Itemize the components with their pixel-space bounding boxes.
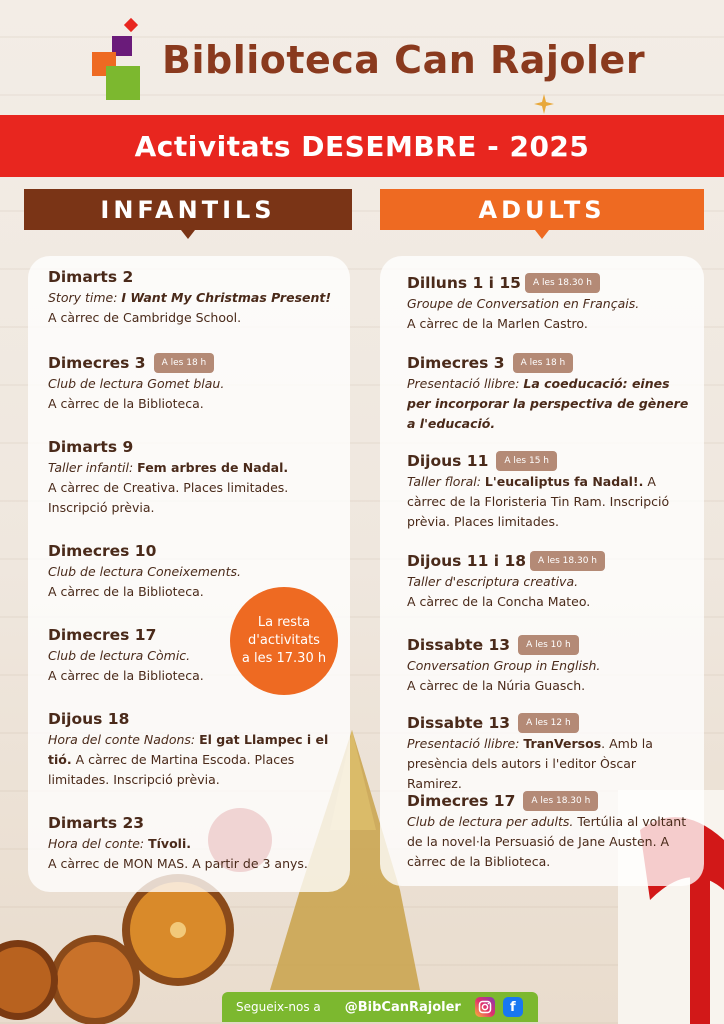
event-title: I Want My Christmas Present! bbox=[121, 290, 332, 305]
event-organizer: Amb la presència dels autors i l'editor Òscar Ramirez. bbox=[407, 736, 653, 791]
event-organizer: A càrrec de la Marlen Castro. bbox=[407, 316, 588, 331]
list-item bbox=[48, 266, 338, 328]
event-description: Taller d'escriptura creativa. bbox=[407, 574, 579, 589]
event-date: Dissabte 13 bbox=[407, 636, 511, 654]
event-organizer: A càrrec de la Núria Guasch. bbox=[407, 678, 586, 693]
event-date: Dilluns 1 i 15 bbox=[407, 274, 521, 292]
library-title: Biblioteca Can Rajoler bbox=[162, 38, 646, 82]
event-organizer: A càrrec de Martina Escoda. Places limitades. Inscripció prèvia. bbox=[48, 752, 295, 787]
month-banner: Activitats DESEMBRE - 2025 bbox=[0, 115, 724, 177]
facebook-icon[interactable]: f bbox=[503, 997, 523, 1017]
event-date: Dimecres 3 bbox=[407, 354, 505, 372]
list-item bbox=[48, 708, 338, 790]
event-title: Fem arbres de Nadal. bbox=[137, 460, 289, 475]
event-organizer: A càrrec de la Biblioteca. bbox=[48, 584, 204, 599]
star-icon bbox=[532, 92, 556, 116]
event-date: Dimecres 17 bbox=[407, 792, 516, 810]
event-organizer: A càrrec de Cambridge School. bbox=[48, 310, 242, 325]
event-date: Dijous 18 bbox=[48, 710, 130, 728]
event-date: Dissabte 13 bbox=[407, 714, 511, 732]
event-organizer: A càrrec de la Concha Mateo. bbox=[407, 594, 591, 609]
infantils-panel bbox=[28, 256, 350, 892]
event-description: Taller floral: bbox=[407, 474, 485, 489]
time-badge: A les 18 h bbox=[154, 353, 215, 373]
adults-panel bbox=[380, 256, 704, 886]
event-organizer: A càrrec de la Biblioteca. bbox=[48, 668, 204, 683]
list-item bbox=[407, 712, 692, 794]
event-description: Story time: bbox=[48, 290, 122, 305]
social-handle-link[interactable]: @BibCanRajoler bbox=[344, 999, 461, 1015]
note-line: d'activitats bbox=[248, 633, 320, 648]
event-organizer: A càrrec de Creativa. Places limitades. Inscripció prèvia. bbox=[48, 480, 289, 515]
event-description: Groupe de Conversation en Français. bbox=[407, 296, 640, 311]
event-organizer: A càrrec de MON MAS. A partir de 3 anys. bbox=[48, 856, 308, 871]
event-date: Dijous 11 i 18 bbox=[407, 552, 527, 570]
event-title: La coeducació: eines per incorporar la perspectiva de gènere a l'educació. bbox=[407, 376, 689, 431]
event-description: Taller infantil: bbox=[48, 460, 138, 475]
event-description: Conversation Group in English. bbox=[407, 658, 601, 673]
orange-slice-icon bbox=[50, 935, 140, 1024]
event-description: Club de lectura Gomet blau. bbox=[48, 376, 225, 391]
schedule-note-badge bbox=[230, 587, 338, 695]
event-organizer: Tertúlia al voltant de la novel·la Persuasió de Jane Austen. A càrrec de la Biblioteca. bbox=[407, 814, 687, 869]
social-footer bbox=[222, 992, 538, 1022]
adults-heading: ADULTS bbox=[380, 189, 704, 230]
event-title: Tívoli. bbox=[148, 836, 191, 851]
event-description: Hora del conte Nadons: bbox=[48, 732, 200, 747]
orange-slice-icon bbox=[0, 940, 58, 1020]
list-item bbox=[48, 352, 338, 414]
time-badge: A les 12 h bbox=[518, 713, 579, 733]
event-date: Dimarts 9 bbox=[48, 438, 134, 456]
note-line: a les 17.30 h bbox=[241, 651, 327, 666]
list-item bbox=[407, 550, 692, 612]
list-item bbox=[407, 790, 692, 872]
time-badge: A les 10 h bbox=[518, 635, 579, 655]
event-title: L'eucaliptus fa Nadal!. bbox=[484, 474, 644, 489]
time-badge: A les 18.30 h bbox=[530, 551, 605, 571]
event-date: Dimarts 2 bbox=[48, 268, 134, 286]
follow-label: Segueix-nos a bbox=[236, 1000, 321, 1014]
event-description: Club de lectura per adults. bbox=[407, 814, 574, 829]
event-description: Hora del conte: bbox=[48, 836, 149, 851]
time-badge: A les 18 h bbox=[513, 353, 574, 373]
event-organizer: A càrrec de la Floristeria Tin Ram. Inscripció prèvia. Places limitades. bbox=[407, 474, 670, 529]
event-description: Club de lectura Coneixements. bbox=[48, 564, 241, 579]
time-badge: A les 18.30 h bbox=[525, 273, 600, 293]
instagram-icon[interactable] bbox=[475, 997, 495, 1017]
event-title: TranVersos bbox=[523, 736, 602, 751]
logo-green-square bbox=[106, 66, 140, 100]
time-badge: A les 18.30 h bbox=[523, 791, 598, 811]
infantils-heading: INFANTILS bbox=[24, 189, 352, 230]
event-description: Club de lectura Còmic. bbox=[48, 648, 191, 663]
list-item bbox=[407, 352, 692, 434]
event-punctuation: . bbox=[601, 736, 606, 751]
logo-red-square bbox=[124, 18, 138, 32]
list-item bbox=[407, 272, 692, 334]
event-organizer: A càrrec de la Biblioteca. bbox=[48, 396, 204, 411]
event-date: Dimecres 10 bbox=[48, 542, 157, 560]
list-item bbox=[48, 436, 338, 518]
library-logo bbox=[90, 18, 140, 104]
list-item bbox=[48, 812, 338, 874]
event-date: Dimecres 3 bbox=[48, 354, 146, 372]
list-item bbox=[407, 634, 692, 696]
time-badge: A les 15 h bbox=[496, 451, 557, 471]
event-title: El gat Llampec i el tió. bbox=[48, 732, 329, 767]
event-date: Dimecres 17 bbox=[48, 626, 157, 644]
list-item bbox=[407, 450, 692, 532]
event-description: Presentació llibre: bbox=[407, 376, 524, 391]
event-date: Dijous 11 bbox=[407, 452, 489, 470]
note-line: La resta bbox=[257, 615, 311, 630]
event-description: Presentació llibre: bbox=[407, 736, 524, 751]
event-date: Dimarts 23 bbox=[48, 814, 145, 832]
